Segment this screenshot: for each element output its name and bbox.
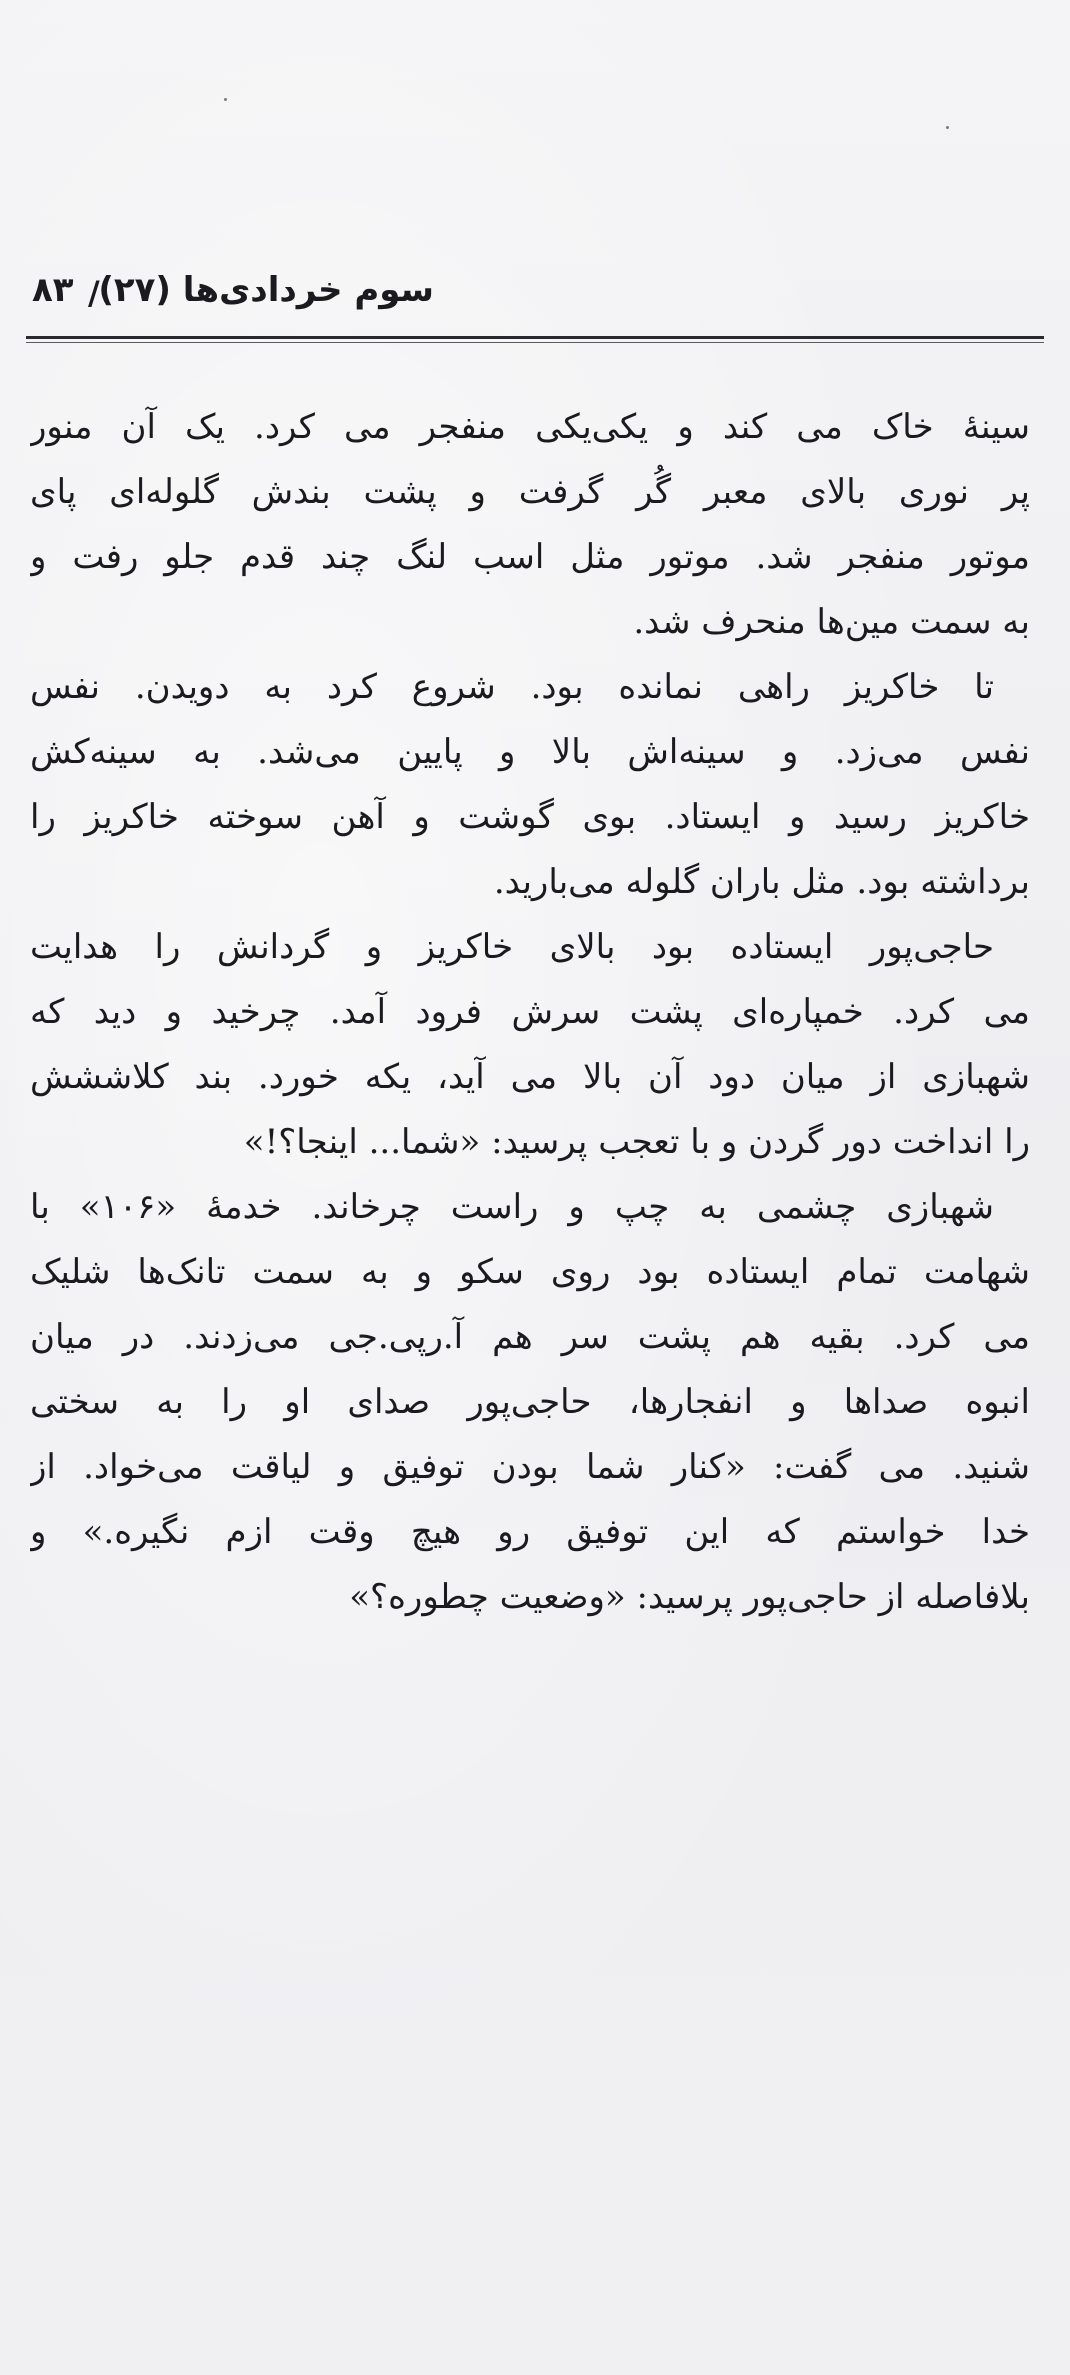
text-line: حاجی‌پور ایستاده بود بالای خاکریز و گردانش را هدایت [30, 927, 994, 967]
text-line: تا خاکریز راهی نمانده بود. شروع کرد به دویدن. نفس [30, 667, 995, 707]
text-line: پر نوری بالای معبر گُر گرفت و پشت بندش گلوله‌ای پای [30, 472, 1030, 512]
text-line: خدا خواستم که این توفیق رو هیچ وقت ازم نگیره.» و [30, 1512, 1030, 1552]
text-line: برداشته بود. مثل باران گلوله می‌بارید. [493, 862, 1030, 902]
text-line: شنید. می گفت: «کنار شما بودن توفیق و لیاقت می‌خواد. از [30, 1447, 1030, 1487]
header-separator: / [88, 274, 100, 312]
paper-speck [224, 98, 227, 101]
text-line: نفس می‌زد. و سینه‌اش بالا و پایین می‌شد. به سینه‌کش [30, 732, 1030, 772]
text-line: می کرد. خمپاره‌ای پشت سرش فرود آمد. چرخید و دید که [30, 992, 1030, 1032]
text-line: شهبازی چشمی به چپ و راست چرخاند. خدمهٔ «۱۰۶» با [30, 1187, 994, 1227]
page-number: ۸۳ [32, 270, 74, 310]
text-line: انبوه صداها و انفجارها، حاجی‌پور صدای او را به سختی [30, 1382, 1030, 1422]
text-line: شهامت تمام ایستاده بود روی سکو و به سمت تانک‌ها شلیک [30, 1252, 1030, 1292]
running-header [26, 268, 1034, 328]
text-line: خاکریز رسید و ایستاد. بوی گوشت و آهن سوخته خاکریز را [30, 797, 1030, 837]
paper-speck [946, 126, 949, 129]
text-line: را انداخت دور گردن و با تعجب پرسید: «شما... اینجا؟!» [243, 1122, 1030, 1162]
text-line: سینهٔ خاک می کند و یکی‌یکی منفجر می کرد. یک آن منور [30, 407, 1030, 447]
header-rule [26, 336, 1044, 339]
body-text [30, 395, 1030, 1630]
text-line: شهبازی از میان دود آن بالا می آید، یکه خورد. بند کلاششش [30, 1057, 1030, 1097]
text-line: به سمت مین‌ها منحرف شد. [633, 602, 1030, 642]
text-line: می کرد. بقیه هم پشت سر هم آ.رپی.جی می‌زدند. در میان [30, 1317, 1030, 1357]
header-rule-thin [26, 342, 1044, 343]
header-title: سوم خردادی‌ها (۲۷) [98, 270, 434, 310]
text-line: بلافاصله از حاجی‌پور پرسید: «وضعیت چطوره؟» [349, 1577, 1030, 1617]
text-line: موتور منفجر شد. موتور مثل اسب لنگ چند قدم جلو رفت و [30, 537, 1030, 577]
